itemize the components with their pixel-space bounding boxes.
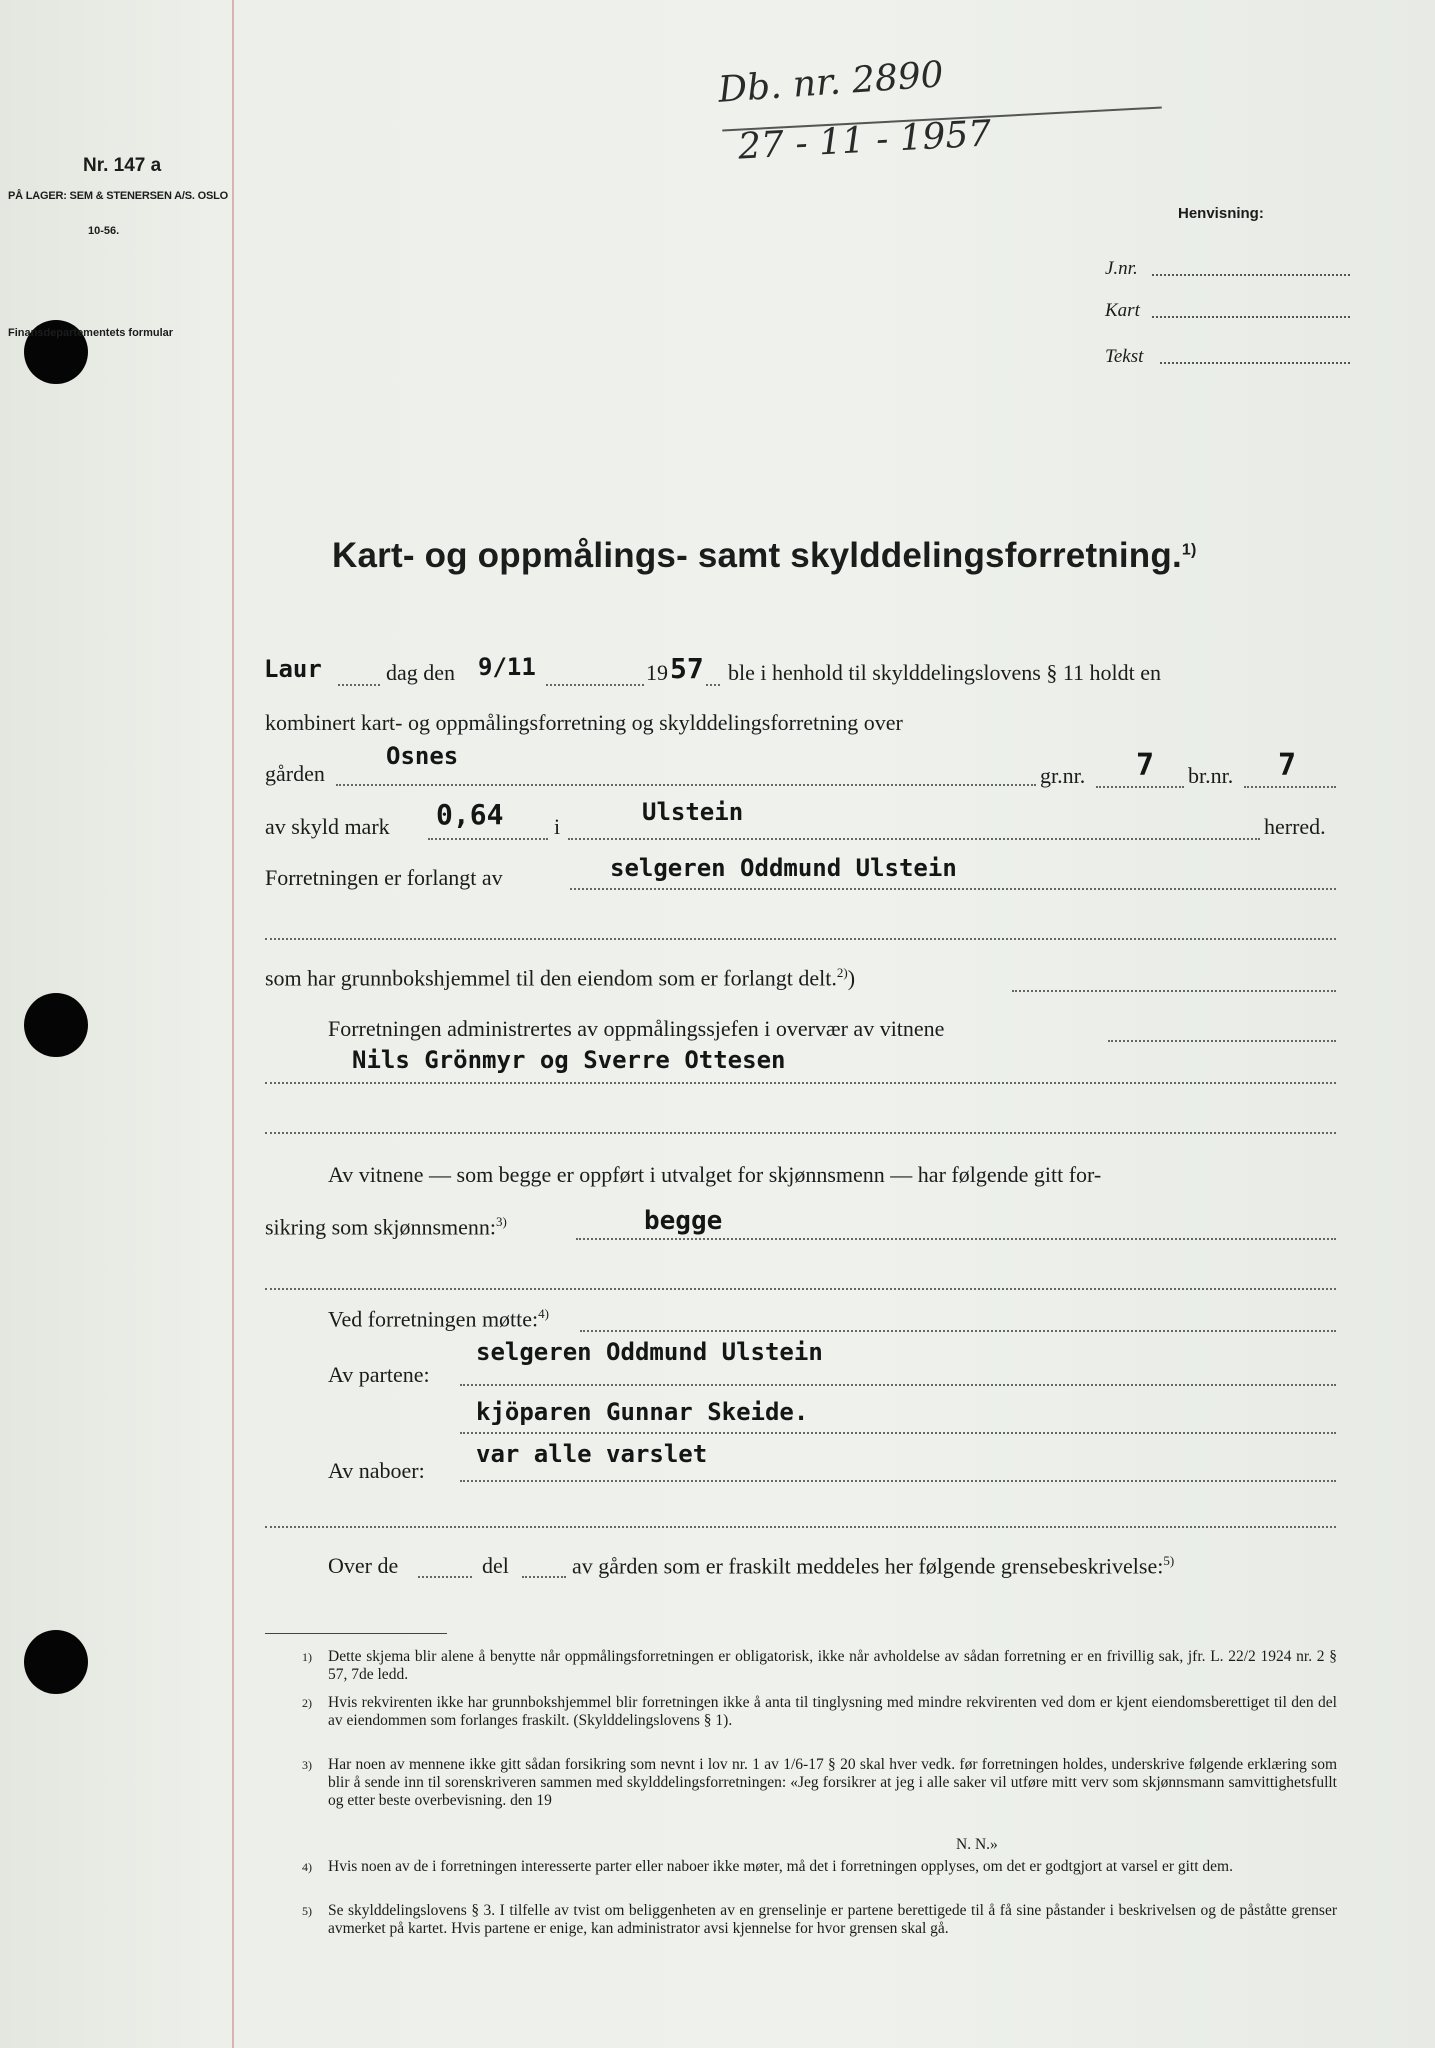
fill-line — [522, 1576, 566, 1578]
skyld-label: av skyld mark — [265, 814, 390, 839]
footnote-number: 5) — [302, 1904, 312, 1918]
naboer-value: var alle varslet — [476, 1440, 708, 1468]
fill-line — [1012, 990, 1336, 992]
fill-line — [570, 888, 1336, 890]
kart-label: Kart — [1105, 300, 1140, 321]
herred-label: herred. — [1264, 814, 1326, 839]
registration-date: 27 - 11 - 1957 — [737, 113, 993, 168]
document-title — [332, 536, 1197, 576]
grnr-value: 7 — [1136, 748, 1155, 783]
footnote-text: Se skylddelingslovens § 3. I tilfelle av tvist om beliggenheten av en grenselinje er partene berettigede til å få sine påstander i beskrivelsen og de påståtte grenser avmerket på kartet. Hvis partene er enige, kan administrator avsi kjennelse for hvor grensen skal gå. — [328, 1902, 1337, 1937]
registration-number: Db. nr. 2890 — [716, 54, 945, 111]
grunnbok-text: som har grunnbokshjemmel til den eiendom som er forlangt delt.$^{2)}$) — [265, 965, 856, 991]
footnote-number: 2) — [302, 1696, 312, 1710]
brnr-label: br.nr. — [1188, 763, 1234, 788]
fill-line — [580, 1330, 1336, 1332]
fill-line — [576, 1238, 1336, 1240]
footnote-text: Har noen av mennene ikke gitt sådan forsikring som nevnt i lov nr. 1 av 1/6-17 § 20 skal hver vedk. før forretningen holdes, underskrive følgende erklæring som blir å sende inn til sorenskriveren sammen med skylddelingsforretningen: «Jeg forsikrer at jeg i alle saker vil utføre mitt verv som skjønnsmann samvittighetsfullt og etter beste overbevisning. den 19 — [328, 1756, 1337, 1809]
year-value: 57 — [670, 652, 704, 685]
footnote-3-signature — [262, 1836, 1337, 1854]
fill-line — [460, 1480, 1336, 1482]
motte-note: 4) — [538, 1306, 550, 1321]
brnr-value: 7 — [1278, 748, 1297, 783]
admin-text: Forretningen administrertes av oppmålingssjefen i overvær av vitnene — [328, 1016, 945, 1041]
motte-label: Ved forretningen møtte: — [328, 1306, 539, 1332]
footnote-text: Hvis noen av de i forretningen interesserte parter eller naboer ikke møter, må det i forretningen opplyses, om det er godtgjort at varsel er gitt dem. — [328, 1858, 1233, 1875]
forsikring-value: begge — [644, 1206, 723, 1236]
jnr-line — [1152, 274, 1350, 276]
grense-text — [572, 1553, 1174, 1579]
form-number: Nr. 147 a — [83, 155, 162, 176]
jnr-label: J.nr. — [1105, 258, 1138, 279]
garden-label: gården — [265, 761, 325, 786]
forlangt-label: Forretningen er forlangt av — [265, 865, 503, 890]
footnote-text: Dette skjema blir alene å benytte når oppmålingsforretningen er obligatorisk, ikke når avholdelse av sådan forretning er en frivillig sak, jfr. L. 22/2 1924 nr. 2 § 57, 7de ledd. — [328, 1648, 1337, 1683]
dag-den-label: dag den — [386, 660, 456, 685]
tekst-line — [1160, 362, 1350, 364]
footnote-2 — [262, 1694, 1337, 1730]
footnote-text: Hvis rekvirenten ikke har grunnbokshjemmel blir forretningen ikke å anta til tinglysning med mindre rekvirenten ved dom er kjent eiendomsberettiget til den del av eiendommen som forlanges fraskilt. (Skylddelingslovens § 1). — [328, 1694, 1337, 1729]
formular-label: Finansdepartementets formular — [8, 327, 174, 339]
weekday-value: Laur — [264, 655, 322, 683]
garden-value: Osnes — [386, 742, 459, 770]
fill-line — [460, 1384, 1336, 1386]
footnote-5 — [262, 1902, 1337, 1938]
footnote-number: 1) — [302, 1650, 312, 1664]
footnote-number: 4) — [302, 1860, 312, 1874]
partene-value-1: selgeren Oddmund Ulstein — [476, 1338, 823, 1366]
skyld-value: 0,64 — [436, 798, 504, 831]
fill-line — [265, 938, 1336, 940]
date-value: 9/11 — [478, 653, 536, 681]
fill-line — [1096, 786, 1184, 788]
publisher: PÅ LAGER: SEM & STENERSEN A/S. OSLO — [8, 190, 228, 202]
tekst-label: Tekst — [1105, 346, 1144, 367]
kart-line — [1152, 316, 1350, 318]
vitnene-note: 3) — [496, 1214, 507, 1229]
fill-line — [568, 838, 1260, 840]
fill-line — [1244, 786, 1336, 788]
fill-line — [265, 1288, 1336, 1290]
fill-line — [265, 1526, 1336, 1528]
grense-label: av gården som er fraskilt meddeles her følgende grensebeskrivelse: — [572, 1553, 1164, 1579]
fill-line — [418, 1576, 472, 1578]
fill-line — [1108, 1040, 1336, 1042]
footnote-text: N. N.» — [956, 1836, 998, 1853]
over-de-label: Over de — [328, 1553, 399, 1578]
partene-label: Av partene: — [328, 1362, 430, 1387]
year-prefix: 19 — [646, 660, 668, 685]
vitnene-label: sikring som skjønnsmenn: — [265, 1214, 497, 1240]
forlangt-value: selgeren Oddmund Ulstein — [610, 854, 957, 882]
fill-line — [546, 684, 644, 686]
fill-line — [336, 784, 1036, 786]
del-label: del — [482, 1553, 509, 1578]
partene-value-2: kjöparen Gunnar Skeide. — [476, 1398, 809, 1426]
fill-line — [265, 1082, 1336, 1084]
fill-line — [428, 838, 548, 840]
title-text: Kart- og oppmålings- samt skylddelingsforretning. — [332, 536, 1182, 575]
motte-text — [328, 1306, 549, 1332]
punch-hole — [24, 1630, 88, 1694]
footnote-4 — [262, 1858, 1337, 1876]
grnr-label: gr.nr. — [1040, 763, 1086, 788]
form-code: 10-56. — [88, 225, 120, 237]
naboer-label: Av naboer: — [328, 1458, 425, 1483]
line1-text: ble i henhold til skylddelingslovens § 11 holdt en — [728, 660, 1162, 685]
i-label: i — [554, 814, 561, 839]
footnote-number: 3) — [302, 1758, 312, 1772]
grunnbok-label: som har grunnbokshjemmel til den eiendom som er forlangt delt. — [265, 965, 837, 991]
fill-line — [706, 684, 720, 686]
punch-hole — [24, 993, 88, 1057]
line2-text: kombinert kart- og oppmålingsforretning og skylddelingsforretning over — [265, 710, 903, 735]
grense-note: 5) — [1163, 1553, 1175, 1568]
vitnene-line1: Av vitnene — som begge er oppført i utvalget for skjønnsmenn — har følgende gitt for- — [328, 1162, 1102, 1187]
grunnbok-note: 2) — [836, 965, 848, 980]
fill-line — [460, 1432, 1336, 1434]
margin-line — [232, 0, 234, 2048]
fill-line — [265, 1132, 1336, 1134]
vitnene-line2 — [265, 1214, 507, 1240]
footnote-1 — [262, 1648, 1337, 1684]
witnesses-value: Nils Grönmyr og Sverre Ottesen — [352, 1046, 786, 1074]
footnote-divider — [265, 1633, 447, 1634]
title-note: 1) — [1181, 541, 1197, 559]
footnote-3 — [262, 1756, 1337, 1810]
fill-line — [338, 684, 380, 686]
herred-value: Ulstein — [642, 798, 744, 826]
reference-heading: Henvisning: — [1178, 205, 1264, 222]
